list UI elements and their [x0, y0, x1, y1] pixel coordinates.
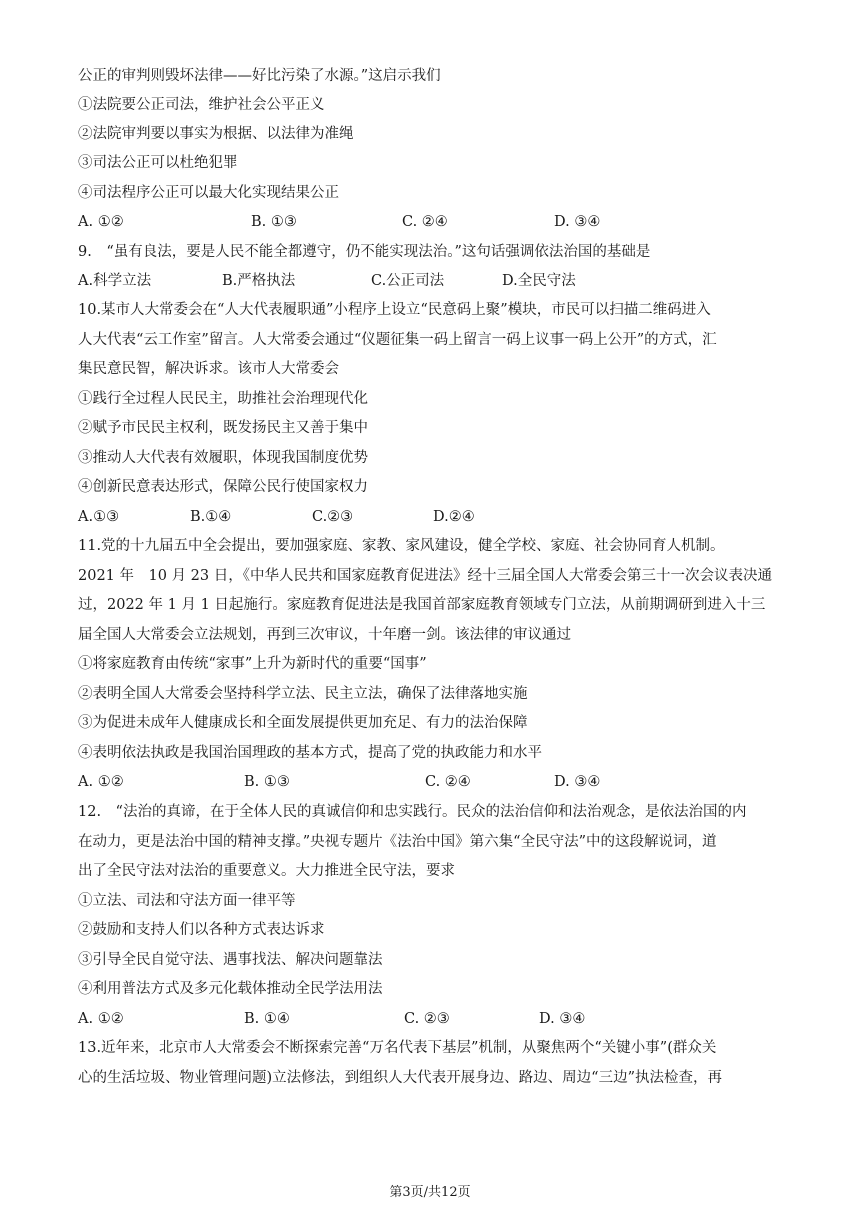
q12-stem-line-1: 12. “法治的真谛，在于全体人民的真诚信仰和忠实践行。民众的法治信仰和法治观念，是依法治国的内: [78, 804, 747, 820]
q9-stem: 9. “虽有良法，要是人民不能全都遵守，仍不能实现法治。”这句话强调依法治国的基础是: [78, 244, 651, 260]
q10-option-b: B.①④: [190, 509, 232, 525]
q12-statement-2: ②鼓励和支持人们以各种方式表达诉求: [78, 922, 325, 938]
q8-stem-tail: 公正的审判则毁坏法律——好比污染了水源。”这启示我们: [78, 68, 441, 84]
q10-statement-3: ③推动人大代表有效履职，体现我国制度优势: [78, 450, 368, 466]
q12-option-b: B. ①④: [244, 1011, 290, 1027]
q11-option-b: B. ①③: [244, 774, 290, 790]
q9-option-a: A.科学立法: [78, 273, 152, 289]
q8-statement-3: ③司法公正可以杜绝犯罪: [78, 155, 238, 171]
q12-stem-line-2: 在动力，更是法治中国的精神支撑。”央视专题片《法治中国》第六集“全民守法”中的这段解说词，道: [78, 834, 717, 850]
q11-stem-line-3: 过，2022 年 1 月 1 日起施行。家庭教育促进法是我国首部家庭教育领域专门立法，从前期调研到进入十三: [78, 597, 766, 613]
q10-stem-line-3: 集民意民智，解决诉求。该市人大常委会: [78, 361, 339, 377]
q11-option-a: A. ①②: [78, 774, 124, 790]
q11-stem-line-2: 2021 年 10 月 23 日，《中华人民共和国家庭教育促进法》经十三届全国人大常委会第三十一次会议表决通: [78, 568, 772, 584]
q8-option-d: D. ③④: [554, 214, 601, 230]
q10-stem-line-2: 人大代表“云工作室”留言。人大常委会通过“仪题征集一码上留言一码上议事一码上公开”的方式，汇: [78, 332, 717, 348]
q11-stem-line-4: 届全国人大常委会立法规划，再到三次审议，十年磨一剑。该法律的审议通过: [78, 627, 571, 643]
q11-option-d: D. ③④: [554, 774, 601, 790]
q10-statement-2: ②赋予市民民主权利，既发扬民主又善于集中: [78, 420, 368, 436]
q12-option-c: C. ②③: [404, 1011, 450, 1027]
page-number: 第3页/共12页: [389, 1185, 471, 1200]
q10-option-a: A.①③: [78, 509, 120, 525]
q10-statement-4: ④创新民意表达形式，保障公民行使国家权力: [78, 479, 368, 495]
q8-statement-4: ④司法程序公正可以最大化实现结果公正: [78, 185, 339, 201]
q12-option-d: D. ③④: [539, 1011, 586, 1027]
q8-statement-1: ①法院要公正司法，维护社会公平正义: [78, 97, 325, 113]
q11-statement-1: ①将家庭教育由传统“家事”上升为新时代的重要“国事”: [78, 656, 427, 672]
q10-statement-1: ①践行全过程人民民主，助推社会治理现代化: [78, 391, 368, 407]
q13-stem-line-2: 心的生活垃圾、物业管理问题)立法修法，到组织人大代表开展身边、路边、周边“三边”执法检查，再: [78, 1070, 722, 1086]
q8-option-c: C. ②④: [402, 214, 448, 230]
q8-option-a: A. ①②: [78, 214, 124, 230]
q10-stem-line-1: 10.某市人大常委会在“人大代表履职通”小程序上设立“民意码上聚”模块，市民可以扫描二维码进入: [78, 302, 711, 318]
q11-option-c: C. ②④: [425, 774, 471, 790]
q10-option-c: C.②③: [312, 509, 354, 525]
q9-option-d: D.全民守法: [502, 273, 576, 289]
q8-option-b: B. ①③: [251, 214, 297, 230]
q9-option-c: C.公正司法: [371, 273, 445, 289]
q11-stem-line-1: 11.党的十九届五中全会提出，要加强家庭、家教、家风建设，健全学校、家庭、社会协同育人机制。: [78, 538, 725, 554]
q11-statement-2: ②表明全国人大常委会坚持科学立法、民主立法，确保了法律落地实施: [78, 686, 528, 702]
q12-statement-3: ③引导全民自觉守法、遇事找法、解决问题靠法: [78, 952, 383, 968]
q12-statement-4: ④利用普法方式及多元化载体推动全民学法用法: [78, 981, 383, 997]
q11-statement-4: ④表明依法执政是我国治国理政的基本方式，提高了党的执政能力和水平: [78, 745, 542, 761]
q12-stem-line-3: 出了全民守法对法治的重要意义。大力推进全民守法，要求: [78, 863, 455, 879]
q10-option-d: D.②④: [433, 509, 475, 525]
q11-statement-3: ③为促进未成年人健康成长和全面发展提供更加充足、有力的法治保障: [78, 715, 528, 731]
q13-stem-line-1: 13.近年来，北京市人大常委会不断探索完善“万名代表下基层”机制，从聚焦两个“关键小事”(群众关: [78, 1040, 717, 1056]
q9-option-b: B.严格执法: [222, 273, 296, 289]
q12-option-a: A. ①②: [78, 1011, 124, 1027]
q8-statement-2: ②法院审判要以事实为根据、以法律为准绳: [78, 126, 354, 142]
q12-statement-1: ①立法、司法和守法方面一律平等: [78, 893, 296, 909]
